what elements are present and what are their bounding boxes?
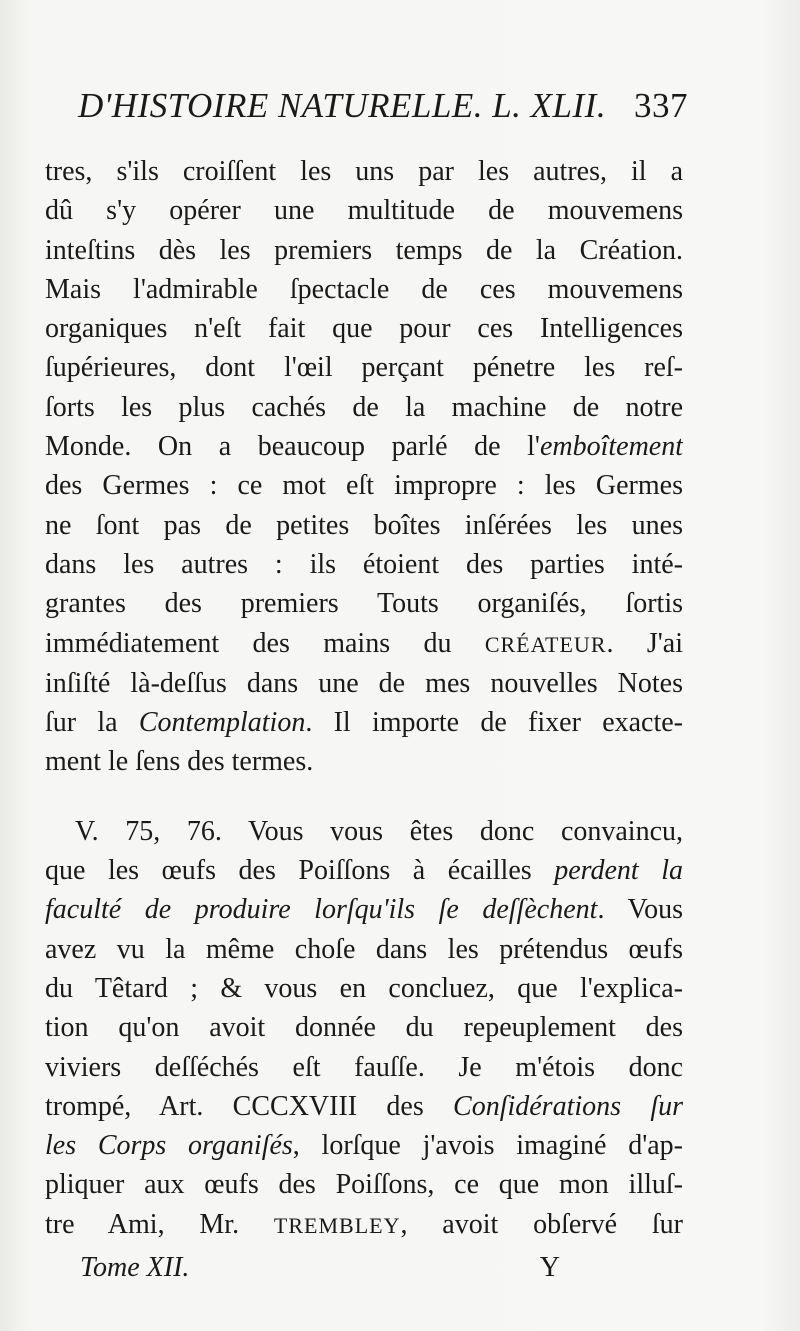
text-segment: . J'ai bbox=[606, 627, 683, 659]
text-line: pliquer aux œufs des Poiſſons, ce que mon illuſ- bbox=[45, 1169, 683, 1201]
body-text bbox=[45, 152, 683, 1245]
text-segment: immédiatement des mains du bbox=[45, 627, 485, 659]
page-footer bbox=[80, 1252, 560, 1284]
text-line: viviers deſſéchés eſt fauſſe. Je m'étois donc bbox=[45, 1051, 683, 1083]
signature-mark: Y bbox=[539, 1252, 560, 1283]
text-line bbox=[45, 1205, 683, 1245]
italic-term: Conſidérations ſur bbox=[453, 1090, 683, 1122]
text-line bbox=[45, 1087, 683, 1126]
text-segment: , avoit obſervé ſur bbox=[400, 1208, 683, 1240]
text-line: grantes des premiers Touts organiſés, ſortis bbox=[45, 588, 683, 620]
text-line: du Têtard ; & vous en concluez, que l'explica- bbox=[45, 972, 683, 1004]
italic-term: faculté de produire lorſqu'ils ſe deſſèchent bbox=[45, 894, 598, 926]
text-segment: Monde. On a beaucoup parlé de l' bbox=[45, 431, 540, 463]
italic-term: emboîtement bbox=[539, 431, 683, 463]
text-segment: tre Ami, Mr. bbox=[45, 1208, 274, 1240]
text-line bbox=[45, 851, 683, 890]
italic-term: Contemplation bbox=[138, 707, 306, 739]
text-line: Mais l'admirable ſpectacle de ces mouvemens bbox=[45, 273, 683, 305]
text-segment: que les œufs des Poiſſons à écailles bbox=[45, 855, 555, 887]
text-line bbox=[45, 624, 683, 664]
text-line: avez vu la même choſe dans les prétendus œufs bbox=[45, 933, 683, 965]
small-caps-term: TREMBLEY bbox=[273, 1212, 401, 1238]
text-line: tres, s'ils croiſſent les uns par les autres, il a bbox=[45, 156, 683, 187]
text-line bbox=[45, 890, 683, 929]
volume-label: Tome XII. bbox=[80, 1252, 190, 1283]
text-line: dans les autres : ils étoient des parties inté- bbox=[45, 548, 683, 580]
page-number: 337 bbox=[634, 86, 688, 125]
running-head-title: D'HISTOIRE NATURELLE. L. XLII. bbox=[78, 86, 607, 125]
text-line: ſorts les plus cachés de la machine de notre bbox=[45, 391, 683, 423]
text-line: V. 75, 76. Vous vous êtes donc convaincu, bbox=[75, 815, 683, 847]
text-line: ſupérieures, dont l'œil perçant pénetre les reſ- bbox=[45, 352, 683, 384]
text-line: des Germes : ce mot eſt impropre : les Germes bbox=[45, 470, 683, 502]
running-head bbox=[78, 86, 688, 126]
text-line: ment le ſens des termes. bbox=[45, 746, 314, 778]
paragraph-gap bbox=[45, 782, 683, 812]
text-segment: trompé, Art. CCCXVIII des bbox=[45, 1090, 454, 1122]
text-line: ne ſont pas de petites boîtes inſérées les unes bbox=[45, 509, 683, 541]
text-line: tion qu'on avoit donnée du repeuplement des bbox=[45, 1012, 683, 1044]
text-line bbox=[45, 1126, 683, 1165]
text-segment: ſur la bbox=[45, 707, 139, 739]
small-caps-term: CRÉATEUR bbox=[484, 631, 607, 657]
text-line: inteſtins dès les premiers temps de la Création. bbox=[45, 234, 683, 266]
text-segment: . Il importe de fixer exacte- bbox=[305, 707, 683, 739]
text-line: organiques n'eſt fait que pour ces Intelligences bbox=[45, 313, 683, 345]
italic-term: perdent la bbox=[554, 855, 683, 887]
text-line: dû s'y opérer une multitude de mouvemens bbox=[45, 195, 683, 227]
text-segment: . Vous bbox=[597, 894, 683, 926]
text-line: inſiſté là-deſſus dans une de mes nouvelles Notes bbox=[45, 667, 683, 699]
text-line bbox=[45, 703, 683, 742]
italic-term: les Corps organiſés bbox=[45, 1130, 293, 1162]
text-segment: , lorſque j'avois imaginé d'ap- bbox=[292, 1130, 683, 1162]
text-line bbox=[45, 427, 683, 466]
